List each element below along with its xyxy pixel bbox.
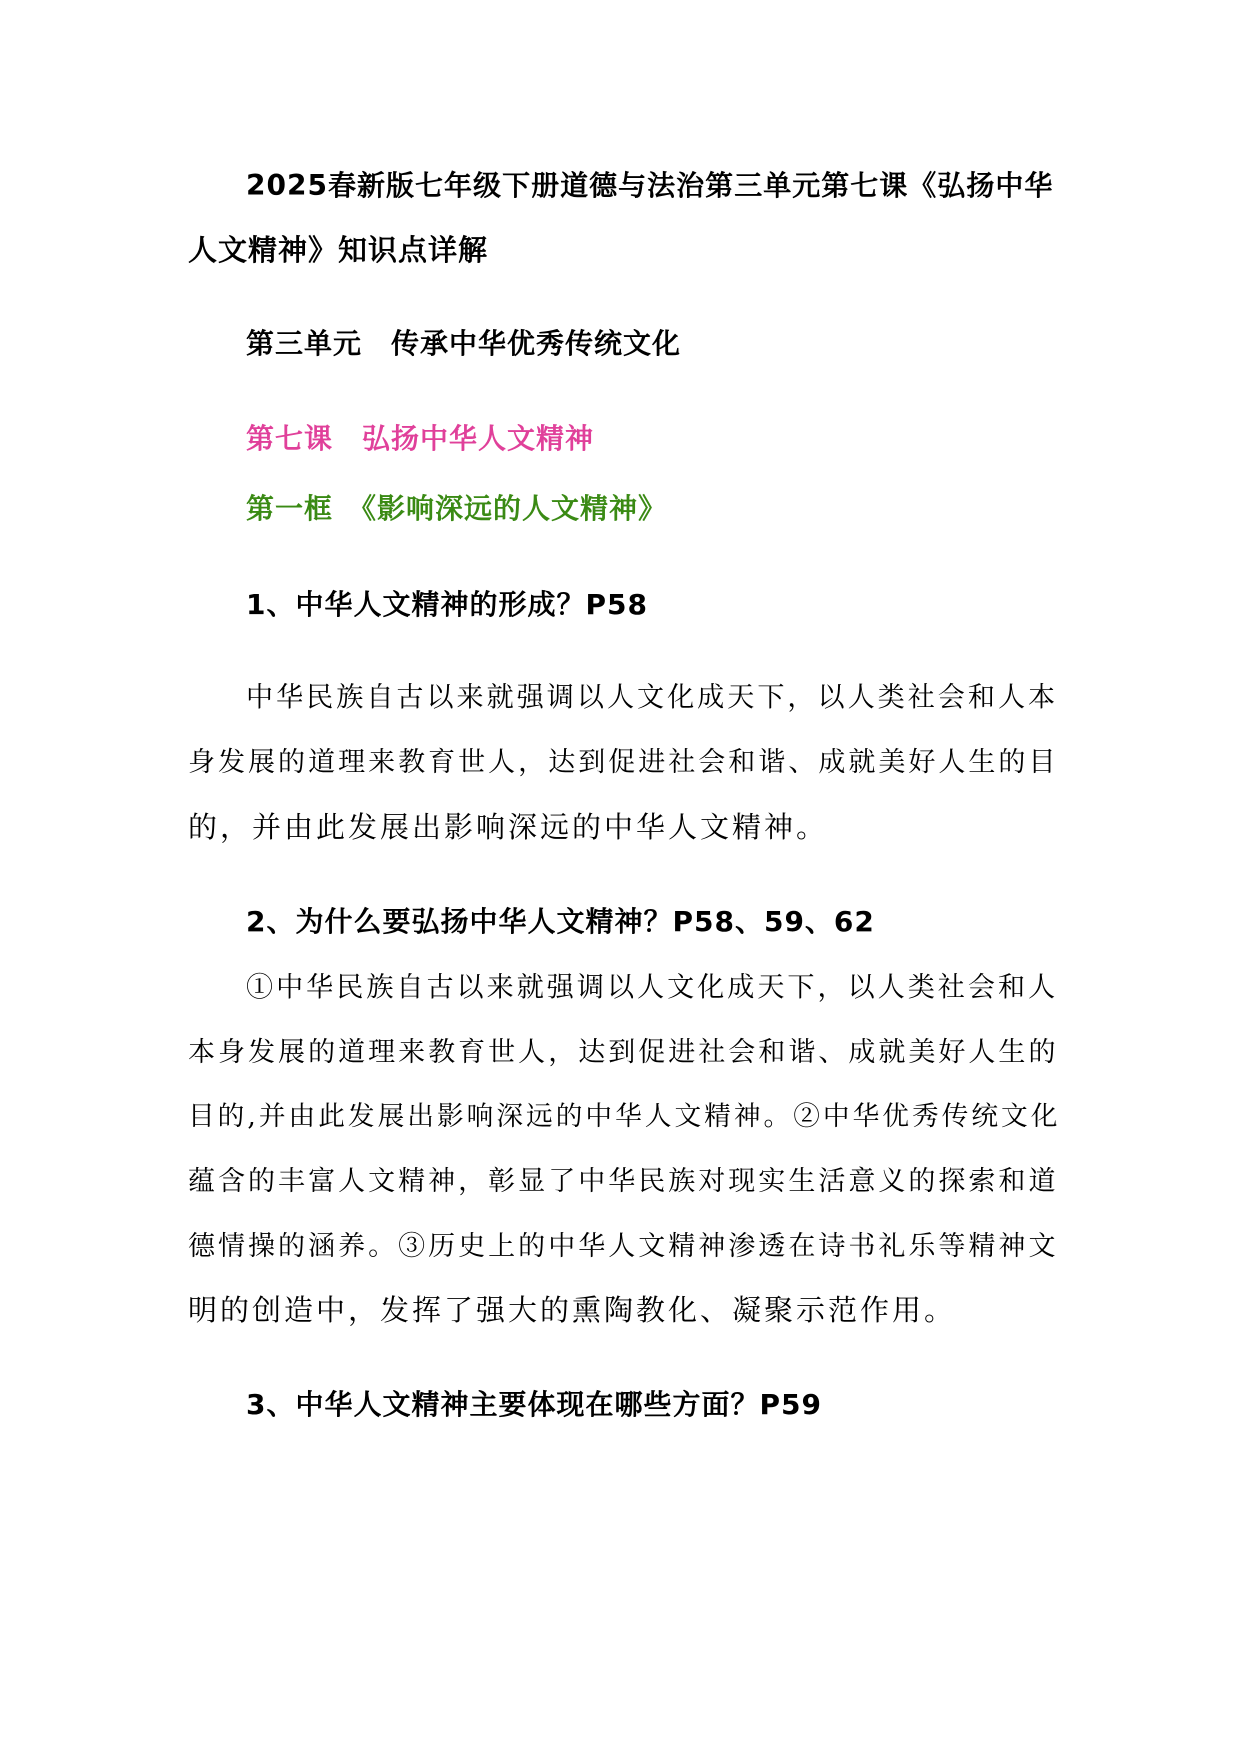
unit-heading: 第三单元 传承中华优秀传统文化: [246, 327, 682, 360]
q2-answer-line: 明的创造中，发挥了强大的熏陶教化、凝聚示范作用。: [188, 1293, 957, 1327]
q2-answer-line: 蕴含的丰富人文精神，彰显了中华民族对现实生活意义的探索和道: [188, 1166, 1059, 1197]
document-title-line-2: 人文精神》知识点详解: [188, 233, 489, 267]
lesson-heading: 第七课 弘扬中华人文精神: [246, 422, 595, 455]
q2-answer-line: 目的,并由此发展出影响深远的中华人文精神。②中华优秀传统文化: [188, 1101, 1061, 1132]
frame-heading: 第一框 《影响深远的人文精神》: [246, 492, 668, 525]
q2-answer-line: 德情操的涵养。③历史上的中华人文精神渗透在诗书礼乐等精神文: [188, 1231, 1059, 1262]
q1-answer-line: 的，并由此发展出影响深远的中华人文精神。: [188, 810, 829, 844]
q1-answer-line: 中华民族自古以来就强调以人文化成天下，以人类社会和人本: [246, 682, 1059, 713]
question-2: 2、为什么要弘扬中华人文精神？P58、59、62: [246, 905, 875, 938]
q2-answer-line: ①中华民族自古以来就强调以人文化成天下，以人类社会和人: [246, 972, 1059, 1003]
question-3: 3、中华人文精神主要体现在哪些方面？P59: [246, 1388, 822, 1421]
q1-answer-line: 身发展的道理来教育世人，达到促进社会和谐、成就美好人生的目: [188, 747, 1059, 778]
document-title-line-1: 2025春新版七年级下册道德与法治第三单元第七课《弘扬中华: [246, 169, 1054, 202]
question-1: 1、中华人文精神的形成？P58: [246, 588, 648, 621]
q2-answer-line: 本身发展的道理来教育世人，达到促进社会和谐、成就美好人生的: [188, 1037, 1059, 1068]
